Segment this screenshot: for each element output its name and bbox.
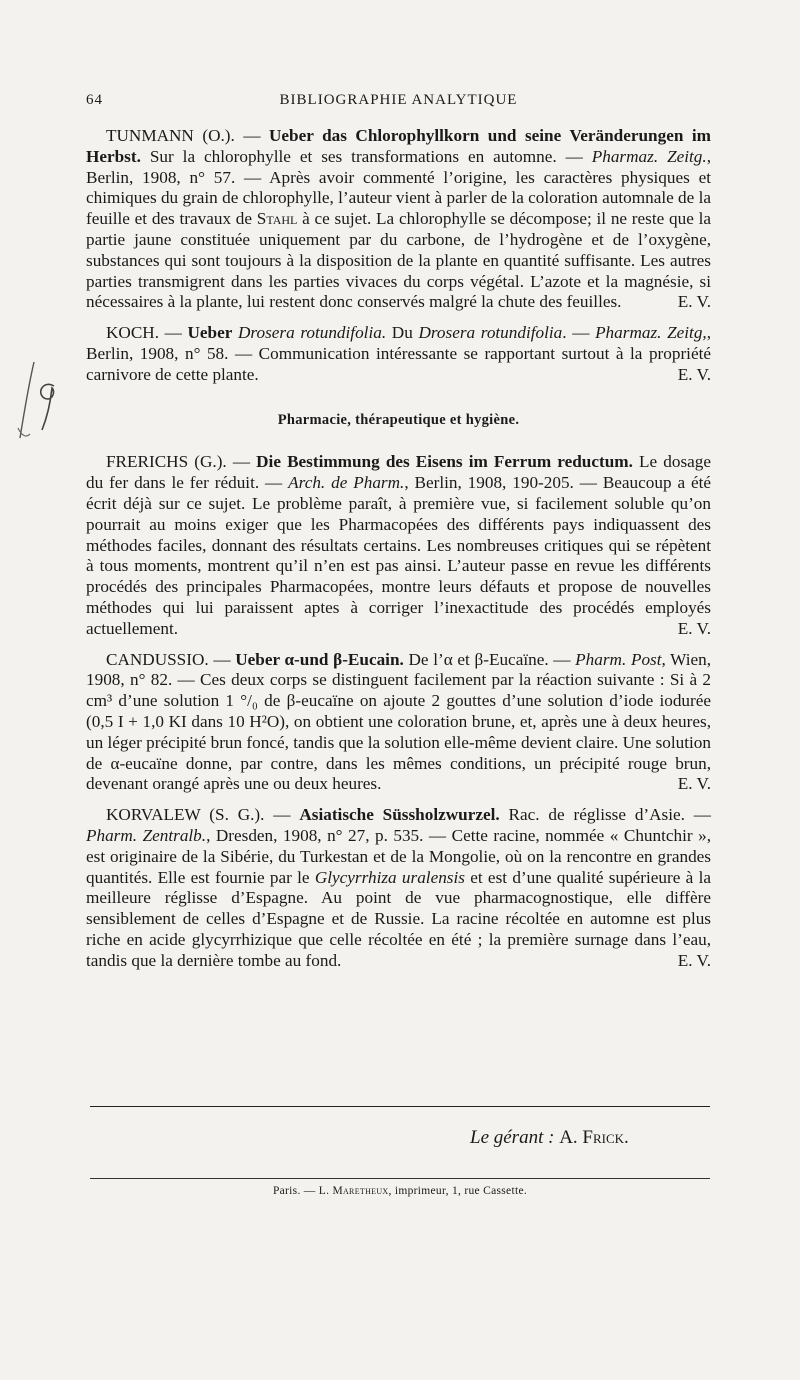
entry-candussio: CANDUSSIO. — Ueber α-und β-Eucain. De l’α et β-Eucaïne. — Pharm. Post, Wien, 1908, n° 82. — Ces deux corps se distinguent facilement par la réaction suivante : Si à 2 cm³ d’une solution 1 °/₀ de β-eucaïne on ajoute 2 gouttes d’une solution d’iode iodurée (0,5 I + 1,0 KI dans 10 H²O), on obtient une coloration brune, et, après une à deux heures, un léger précipité brun foncé, tandis que la solution elle-même devient claire. Une solution de α-eucaïne donne, par contre, dans les mêmes conditions, un précipité rouge brun, devenant orangé après une ou deux heures. E. V. <box>86 649 711 794</box>
entry-journal: Pharm. Zentralb. <box>86 825 207 845</box>
entry-author: KORVALEW (S. G.). <box>106 805 265 825</box>
entry-journal: Pharmaz. Zeitg, <box>595 323 707 343</box>
entry-title: Ueber <box>187 323 233 343</box>
entry-author: KOCH. <box>106 323 159 343</box>
handwritten-margin-mark-icon <box>14 358 60 444</box>
entry-tunmann: TUNMANN (O.). — Ueber das Chlorophyllkorn und seine Veränderungen im Herbst. Sur la chlorophylle et ses transformations en automne. — Pharmaz. Zeitg., Berlin, 1908, n° 57. — Après avoir commenté l’origine, les caractères physiques et chimiques du grain de chlorophylle, l’auteur vient à parler de la coloration automnale de la feuille et des travaux de Stahl à ce sujet. La chlorophylle se décompose; il ne reste que la partie jaune constituée uniquement par du carbone, de l’hydrogène et de l’oxygène, substances qui sont toujours à la disposition de la plante en quantité suffisante. Les autres parties transmigrent dans les parties vivaces du corps végétal. L’azote et la magnésie, si nécessaires à la plante, lui restent donc conservés malgré la chute des feuilles. E. V. <box>86 126 711 312</box>
entry-signature: E. V. <box>677 364 711 384</box>
entry-title: Ueber das Chlorophyllkorn und seine Veränderungen im Herbst. <box>86 126 711 166</box>
section-heading: Pharmacie, thérapeutique et hygiène. <box>277 411 520 428</box>
entry-signature: E. V. <box>677 618 711 638</box>
printer-name: Maretheux <box>332 1185 389 1197</box>
gerant-label: Le gérant : <box>470 1127 555 1148</box>
running-header <box>86 92 711 116</box>
species-name: Glycyrrhiza uralensis <box>314 867 465 887</box>
entry-title: Asiatische Süssholzwurzel. <box>299 805 500 825</box>
entry-title: Die Bestimmung des Eisens im Ferrum reductum. <box>256 452 633 472</box>
gerant-line <box>470 1127 710 1149</box>
entry-author: TUNMANN (O.). <box>106 126 235 145</box>
entry-signature: E. V. <box>677 292 711 312</box>
running-title: BIBLIOGRAPHIE ANALYTIQUE <box>279 92 518 108</box>
cited-name: Stahl <box>256 209 298 229</box>
entry-title: Ueber α-und β-Eucain. <box>235 649 404 669</box>
imprint-rule <box>90 1178 710 1179</box>
entry-korvalew: KORVALEW (S. G.). — Asiatische Süssholzwurzel. Rac. de réglisse d’Asie. — Pharm. Zentralb., Dresden, 1908, n° 27, p. 535. — Cette racine, nommée « Chuntchir », est originaire de la Sibérie, du Turkestan et de la Mongolie, où on la rencontre en grandes quantités. Elle est fournie par le Glycyrrhiza uralensis et est d’une qualité supérieure à la meilleure réglisse d’Espagne. Au point de vue pharmacognostique, elle diffère sensiblement de celles d’Espagne et de Russie. La racine récoltée en automne est plus riche en acide glycyrrhizique que celle récoltée en été ; la première surnage dans l’eau, tandis que la dernière tombe au fond. E. V. <box>86 805 711 970</box>
entry-koch: KOCH. — Ueber Drosera rotundifolia. Du Drosera rotundifolia. — Pharmaz. Zeitg,, Berlin, 1908, n° 58. — Communication intéressante se rapportant surtout à la propriété carnivore de cette plante. E. V. <box>86 323 712 384</box>
printer-imprint: Paris. — L. Maretheux, imprimeur, 1, rue Cassette. <box>272 1185 528 1197</box>
entry-journal: Arch. de Pharm. <box>288 473 405 493</box>
entry-signature: E. V. <box>677 774 711 794</box>
entry-frerichs: FRERICHS (G.). — Die Bestimmung des Eisens im Ferrum reductum. Le dosage du fer dans le fer réduit. — Arch. de Pharm., Berlin, 1908, 190-205. — Beaucoup a été écrit déjà sur ce sujet. Le problème paraît, à première vue, si facilement soluble qu’on pourrait au moins exiger que les Pharmacopées des différents pays indiquassent des méthodes faciles, donnant des résultats certains. Les nombreuses critiques qui se répètent à tous moments, montrent qu’il n’en est pas ainsi. L’auteur passe en revue les différents procédés des principales Pharmacopées, montre leurs défauts et propose de nouvelles méthodes qui lui paraissent aptes à corriger l’inexactitude des procédés employés actuellement. E. V. <box>86 452 712 638</box>
footer-rule <box>90 1106 710 1107</box>
article-body <box>86 126 711 981</box>
entry-author: FRERICHS (G.). <box>106 452 227 472</box>
gerant-name: A. Frick. <box>559 1127 629 1148</box>
entry-signature: E. V. <box>677 950 711 970</box>
entry-author: CANDUSSIO. <box>106 649 209 669</box>
entry-journal: Pharmaz. Zeitg. <box>591 146 707 166</box>
page-number: 64 <box>86 92 103 108</box>
entry-journal: Pharm. Post <box>575 649 662 669</box>
entry-title-italic: Drosera rotundifolia. <box>232 323 387 343</box>
